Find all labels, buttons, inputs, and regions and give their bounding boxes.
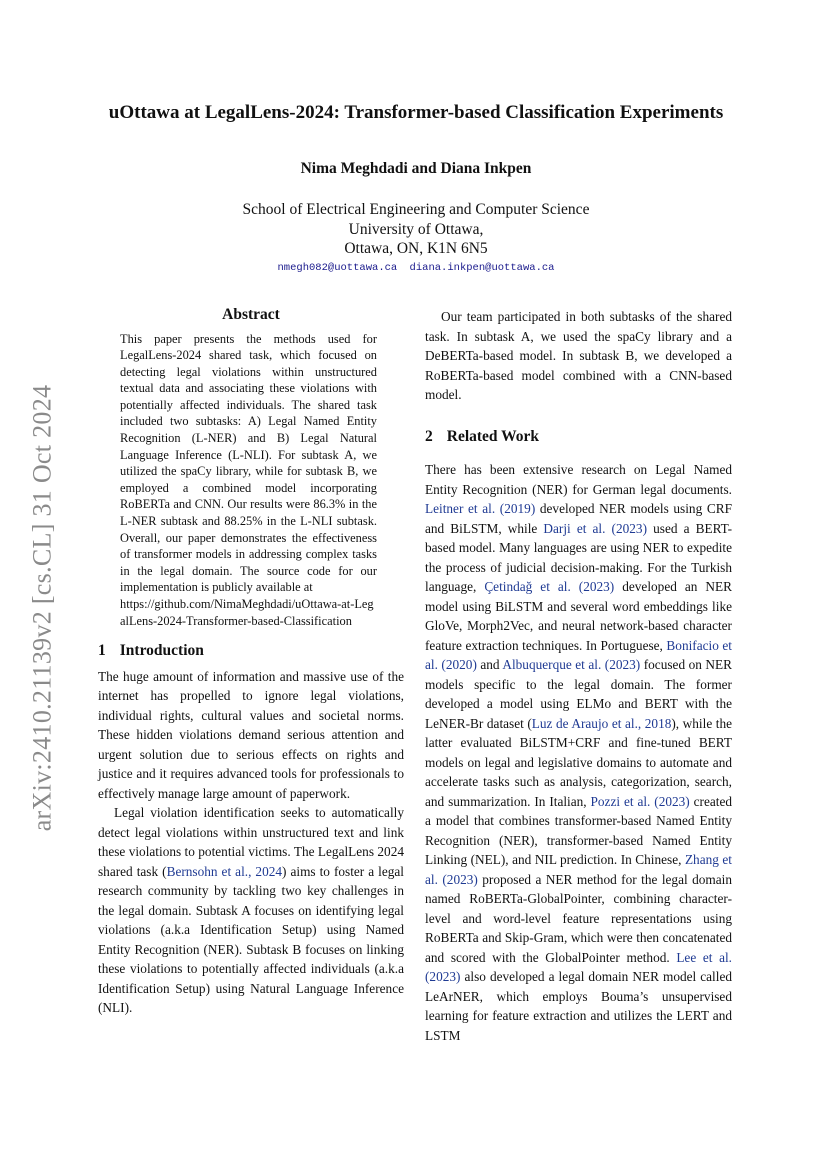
affiliation-line-3: Ottawa, ON, K1N 6N5 bbox=[344, 240, 488, 257]
intro-paragraph-3: Our team participated in both subtasks of the shared task. In subtask A, we used the spaCy library and a DeBERTa-based model. In subtask B, we developed a RoBERTa-based model combined with a CNN-based model. bbox=[425, 309, 732, 402]
intro-p2-text-b: ) aims to foster a legal research community by tackling two key challenges in the legal domain. Subtask A focuses on identifying legal violations (a.k.a Identification Setup) using Named Entity Recognition (NER). Subtask B focuses on linking these violations to potentially affected individuals (a.k.a Identification Setup) using Natural Language Inference (NLI). bbox=[98, 863, 404, 1016]
arxiv-identifier-stamp bbox=[24, 368, 60, 848]
related-text-2: developed NER models using CRF and BiLSTM, while bbox=[425, 501, 732, 536]
citation-bernsohn[interactable]: Bernsohn et al., 2024 bbox=[166, 863, 283, 879]
affiliation-block bbox=[100, 200, 732, 259]
arxiv-identifier-text: arXiv:2410.21139v2 [cs.CL] 31 Oct 2024 bbox=[27, 384, 57, 832]
citation-pozzi[interactable]: Pozzi et al. (2023) bbox=[590, 793, 690, 809]
citation-leitner[interactable]: Leitner et al. (2019) bbox=[425, 501, 536, 516]
email-link-1[interactable]: nmegh082@uottawa.ca bbox=[277, 262, 398, 274]
intro-paragraph-2 bbox=[98, 803, 404, 1018]
affiliation-line-2: University of Ottawa, bbox=[348, 220, 484, 238]
citation-bonifacio[interactable]: Bonifacio et al. (2020) bbox=[425, 637, 732, 672]
citation-lee[interactable]: Lee et al. (2023) bbox=[425, 949, 732, 984]
related-text-1: There has been extensive research on Legal Named Entity Recognition (NER) for German legal documents. bbox=[425, 462, 732, 497]
abstract-text: This paper presents the methods used for LegalLens-2024 shared task, which focused on detecting legal violations within unstructured textual data and associating these violations with potentially affected individuals. The shared task included two subtasks: A) Legal Named Entity Recognition (L-NER) and B) Legal Natural Language Inference (L-NLI). For subtask A, we utilized the spaCy library, while for subtask B, we employed a combined model incorporating RoBERTa and CNN. Our results were 86.3% in the L-NER subtask and 88.25% in the L-NLI subtask. Overall, our paper demonstrates the effectiveness of transformer models in addressing complex tasks in the legal domain. The source code for our implementation is publicly available at bbox=[120, 331, 377, 595]
paper-title: uOttawa at LegalLens-2024: Transformer-based Classification Experiments bbox=[108, 102, 724, 123]
related-work-heading bbox=[425, 427, 732, 447]
source-code-url[interactable]: https://github.com/NimaMeghdadi/uOttawa-at-LegalLens-2024-Transformer-based-Classification bbox=[120, 597, 374, 628]
related-section-number: 2 bbox=[425, 427, 433, 445]
left-column bbox=[98, 305, 404, 1018]
abstract-body bbox=[120, 331, 377, 630]
affiliation-line-1: School of Electrical Engineering and Computer Science bbox=[242, 201, 590, 218]
related-text-8: created a model that combines transformer-based Named Entity Recognition (NER), transformer-based Named Entity Linking (NEL), and NIL prediction. In Chinese, bbox=[425, 793, 732, 867]
related-text-7: ), while the latter evaluated BiLSTM+CRF and fine-tuned BERT models on legal and legislative domains to automate and accelerate tasks such as analysis, categorization, search, and summarization. In Italian, bbox=[425, 715, 733, 809]
intro-section-title: Introduction bbox=[119, 642, 204, 660]
intro-paragraph-1: The huge amount of information and massive use of the internet has propelled to ignore legal violations, individual rights, cultural values and societal norms. These hidden violations demand serious attention and urgent solution due to serious effects on rights and justice and it requires advanced tools for professionals to effectively manage large amount of paperwork. bbox=[98, 668, 404, 801]
intro-section-number: 1 bbox=[98, 642, 106, 660]
related-text-5: and bbox=[476, 657, 503, 672]
related-text-3: used a BERT-based model. Many languages are using NER to expedite the process of judicial decision-making. For the Turkish language, bbox=[425, 520, 732, 594]
author-emails bbox=[100, 262, 732, 274]
right-column bbox=[425, 305, 732, 1045]
citation-cetindag[interactable]: Çetindağ et al. (2023) bbox=[484, 579, 615, 594]
related-text-10: also developed a legal domain NER model called LeArNER, which employs Bouma’s unsupervised learning for feature extraction and utilizes the LERT and LSTM bbox=[425, 969, 732, 1043]
related-text-9: proposed a NER method for the legal domain named RoBERTa-GlobalPointer, combining character-level and word-level feature representations using RoBERTa and Skip-Gram, which were then concatenated and scored with the GlobalPointer method. bbox=[425, 871, 732, 965]
citation-zhang[interactable]: Zhang et al. (2023) bbox=[425, 852, 732, 887]
related-text-6: focused on NER models specific to the legal domain. The former developed a model using ELMo and BERT with the LeNER-Br dataset ( bbox=[425, 657, 732, 731]
intro-p2-text-a: Legal violation identification seeks to automatically detect legal violations within unstructured text and link these violations to potential victims. The LegalLens 2024 shared task ( bbox=[98, 805, 404, 879]
citation-albuquerque[interactable]: Albuquerque et al. (2023) bbox=[502, 657, 641, 672]
related-text-4: developed an NER model using BiLSTM and several word embeddings like GloVe, Morph2Vec, and neural network-based character feature extraction techniques. In Portuguese, bbox=[425, 579, 732, 653]
intro-heading bbox=[98, 641, 404, 661]
related-section-title: Related Work bbox=[446, 427, 540, 445]
paper-authors: Nima Meghdadi and Diana Inkpen bbox=[300, 160, 532, 177]
citation-luz-de-araujo[interactable]: Luz de Araujo et al., 2018 bbox=[531, 715, 672, 731]
related-work-paragraph bbox=[425, 460, 732, 1045]
email-link-2[interactable]: diana.inkpen@uottawa.ca bbox=[409, 262, 555, 274]
citation-darji[interactable]: Darji et al. (2023) bbox=[543, 520, 648, 536]
abstract-heading: Abstract bbox=[222, 306, 280, 323]
